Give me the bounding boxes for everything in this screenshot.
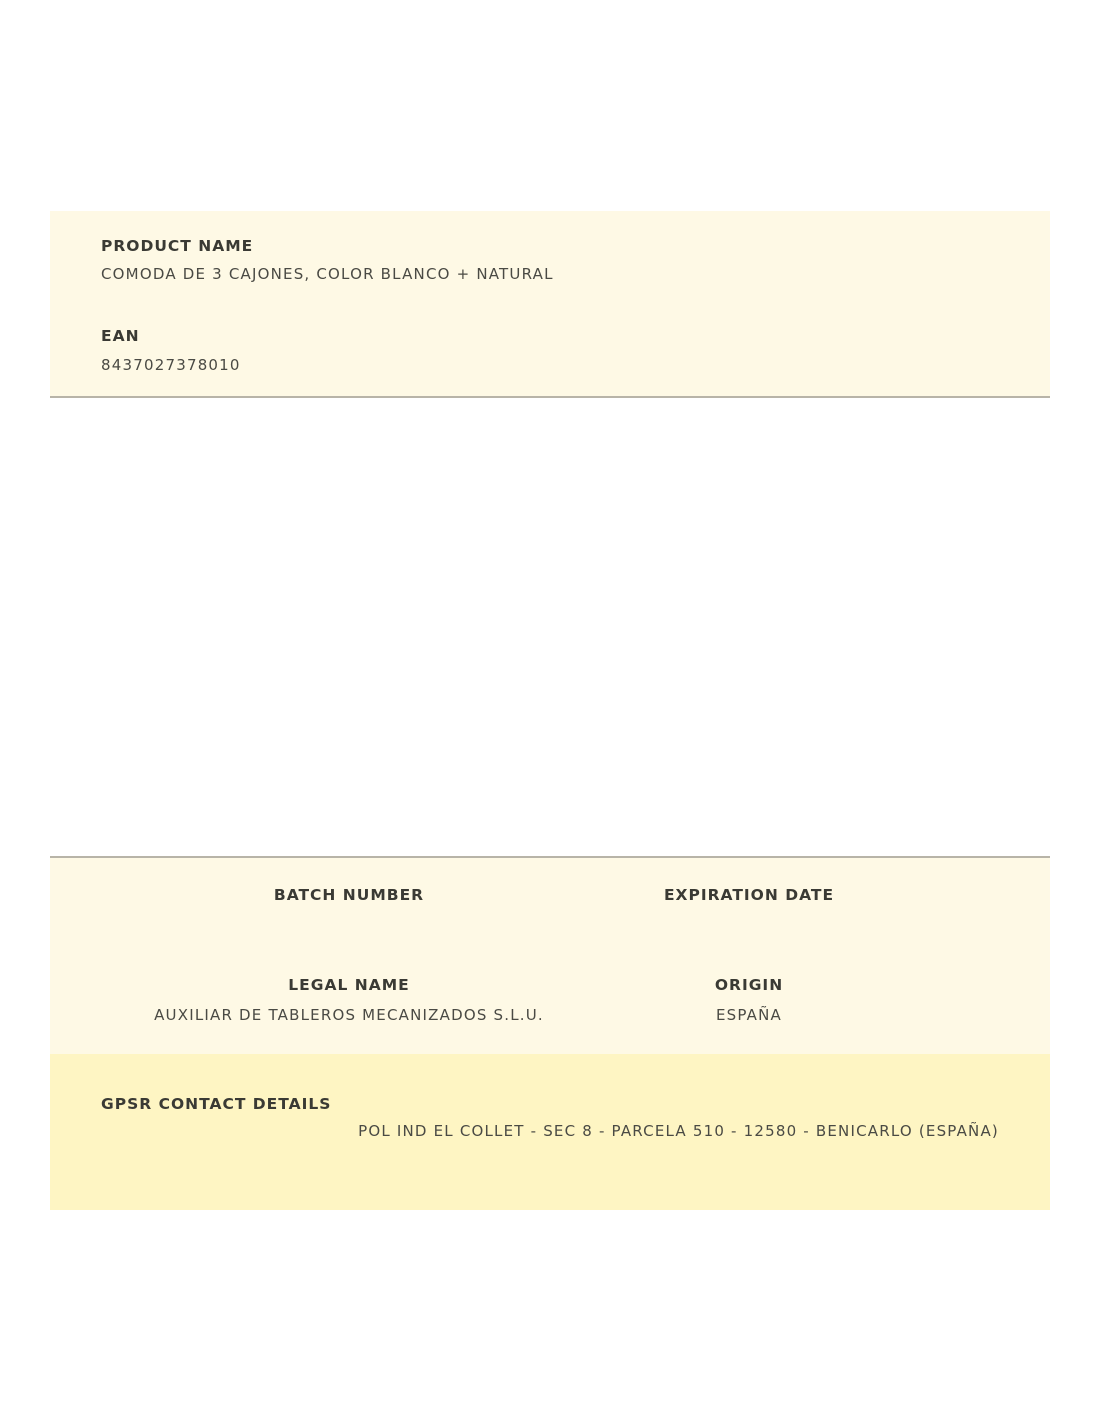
product-section bbox=[50, 211, 1050, 398]
legal-name-value: AUXILIAR DE TABLEROS MECANIZADOS S.L.U. bbox=[154, 1006, 544, 1024]
origin-value: ESPAÑA bbox=[715, 1006, 783, 1024]
expiration-date-label: EXPIRATION DATE bbox=[663, 886, 835, 904]
origin-label: ORIGIN bbox=[714, 976, 784, 994]
ean-value: 8437027378010 bbox=[101, 356, 241, 374]
gpsr-contact-label: GPSR CONTACT DETAILS bbox=[101, 1095, 332, 1113]
contact-section bbox=[50, 1054, 1050, 1210]
ean-label: EAN bbox=[101, 327, 140, 345]
legal-name-label: LEGAL NAME bbox=[288, 976, 410, 994]
batch-number-label: BATCH NUMBER bbox=[273, 886, 425, 904]
details-section bbox=[50, 856, 1050, 1056]
gpsr-contact-value: POL IND EL COLLET - SEC 8 - PARCELA 510 - 12580 - BENICARLO (ESPAÑA) bbox=[358, 1122, 999, 1140]
product-name-label: PRODUCT NAME bbox=[101, 237, 254, 255]
product-name-value: COMODA DE 3 CAJONES, COLOR BLANCO + NATURAL bbox=[101, 265, 554, 283]
